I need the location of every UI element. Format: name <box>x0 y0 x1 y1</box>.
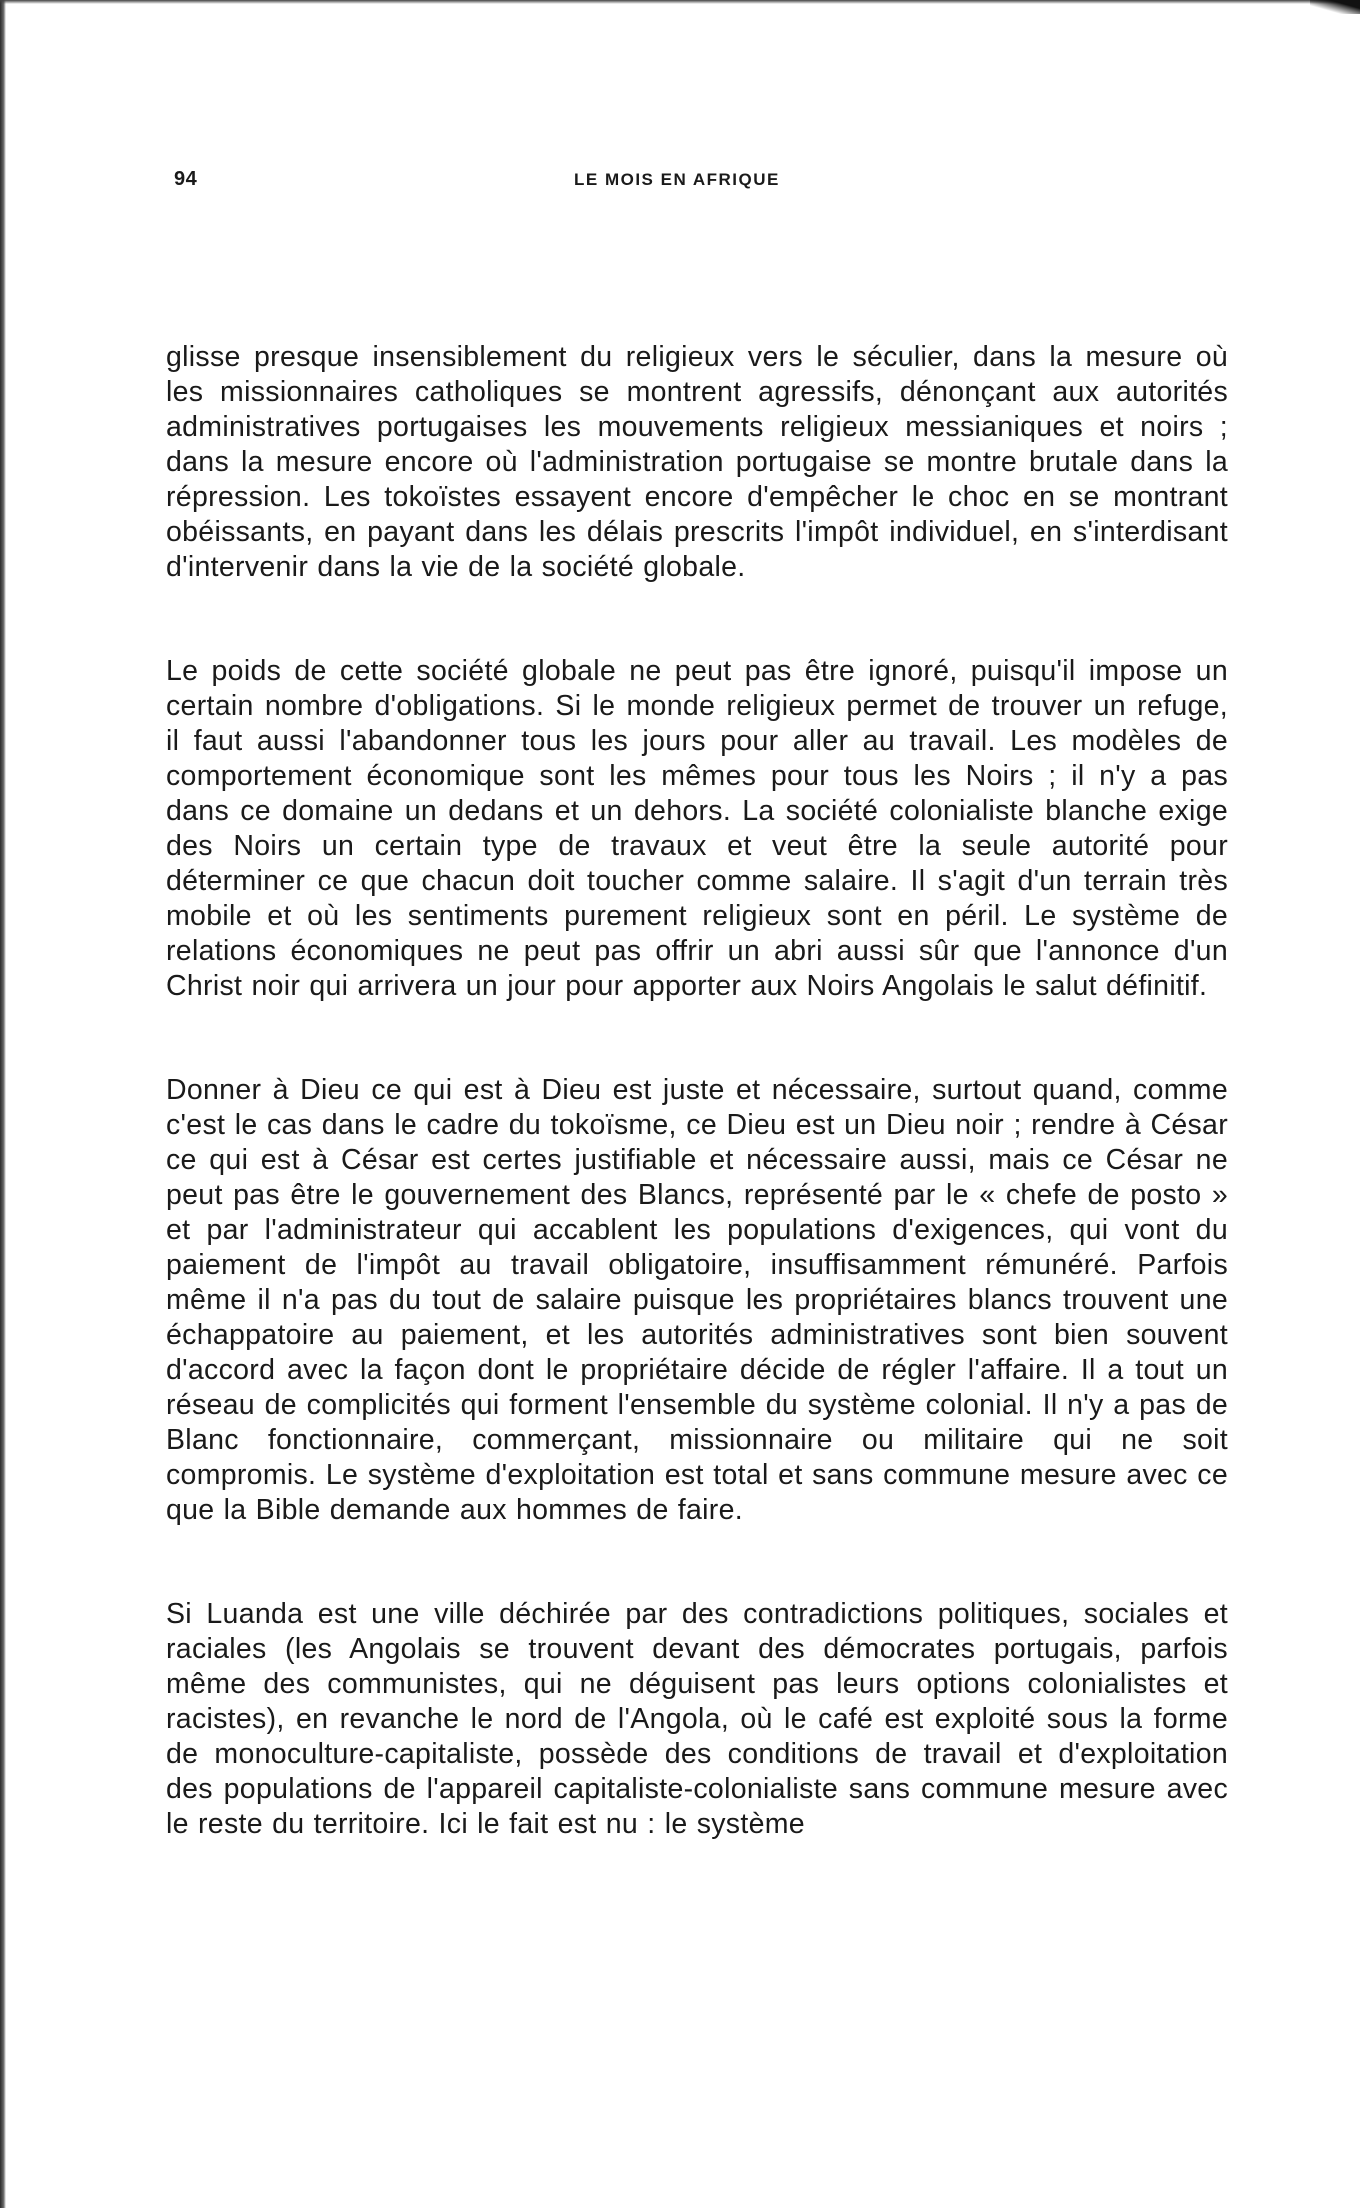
page-header <box>174 168 1224 198</box>
paragraph: Si Luanda est une ville déchirée par des contradictions politiques, sociales et raciales (les Angolais se trouvent devant des démocrates portugais, parfois même des communistes, qui ne déguisent pas leurs options colonialistes et racistes), en revanche le nord de l'Angola, où le café est exploité sous la forme de monoculture-capitaliste, possède des conditions de travail et d'exploitation des populations de l'appareil capitaliste-colonialiste sans commune mesure avec le reste du territoire. Ici le fait est nu : le système <box>166 1598 1228 1840</box>
paragraph: Donner à Dieu ce qui est à Dieu est juste et nécessaire, surtout quand, comme c'est le cas dans le cadre du tokoïsme, ce Dieu est un Dieu noir ; rendre à César ce qui est à César est certes justifiable et nécessaire aussi, mais ce César ne peut pas être le gouvernement des Blancs, représenté par le « chefe de posto » et par l'administrateur qui accablent les populations d'exigences, qui vont du paiement de l'impôt au travail obligatoire, insuffisamment rémunéré. Parfois même il n'a pas du tout de salaire puisque les propriétaires blancs trouvent une échappatoire au paiement, et les autorités administratives sont bien souvent d'accord avec la façon dont le propriétaire décide de régler l'affaire. Il a tout un réseau de complicités qui forment l'ensemble du système colonial. Il n'y a pas de Blanc fonctionnaire, commerçant, missionnaire ou militaire qui ne soit compromis. Le système d'exploitation est total et sans commune mesure avec ce que la Bible demande aux hommes de faire. <box>166 1074 1228 1526</box>
body-text <box>166 340 1228 1842</box>
scan-corner-mark <box>1310 0 1360 14</box>
paragraph: Le poids de cette société globale ne peut pas être ignoré, puisqu'il impose un certain nombre d'obligations. Si le monde religieux permet de trouver un refuge, il faut aussi l'abandonner tous les jours pour aller au travail. Les modèles de comportement économique sont les mêmes pour tous les Noirs ; il n'y a pas dans ce domaine un dedans et un dehors. La société colonialiste blanche exige des Noirs un certain type de travaux et veut être la seule autorité pour déterminer ce que chacun doit toucher comme salaire. Il s'agit d'un terrain très mobile et où les sentiments purement religieux sont en péril. Le système de relations économiques ne peut pas offrir un abri aussi sûr que l'annonce d'un Christ noir qui arrivera un jour pour apporter aux Noirs Angolais le salut définitif. <box>166 655 1228 1002</box>
scan-edge-top <box>0 0 1360 4</box>
running-head: LE MOIS EN AFRIQUE <box>574 170 780 189</box>
scan-edge-left <box>0 0 6 2208</box>
page-number: 94 <box>174 168 198 190</box>
paragraph: glisse presque insensiblement du religieux vers le séculier, dans la mesure où les missionnaires catholiques se montrent agressifs, dénonçant aux autorités administratives portugaises les mouvements religieux messianiques et noirs ; dans la mesure encore où l'administration portugaise se montre brutale dans la répression. Les tokoïstes essayent encore d'empêcher le choc en se montrant obéissants, en payant dans les délais prescrits l'impôt individuel, en s'interdisant d'intervenir dans la vie de la société globale. <box>166 341 1228 583</box>
